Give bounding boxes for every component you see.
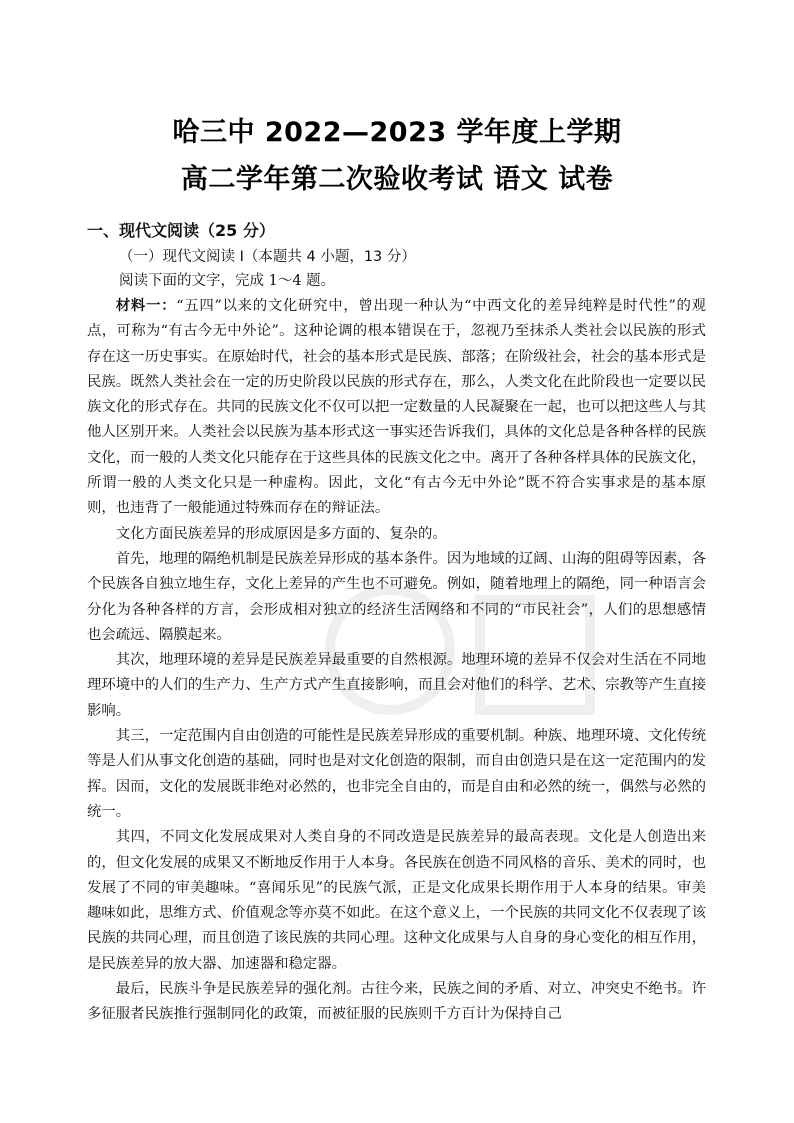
passage-paragraph-5: 其三，一定范围内自由创造的可能性是民族差异形成的重要机制。种族、地理环境、文化传统等是人们从事文化创造的基础，同时也是对文化创造的限制，而自由创造只是在这一定范围内的发挥。因而，文化的发展既非绝对必然的，也非完全自由的，而是自由和必然的统一，偶然与必然的统一。 <box>87 728 706 820</box>
passage-paragraph-3: 首先，地理的隔绝机制是民族差异形成的基本条件。因为地域的辽阔、山海的阻碍等因素，各个民族各自独立地生存，文化上差异的产生也不可避免。例如，随着地理上的隔绝，同一种语言会分化为各种各样的方言，会形成相对独立的经济生活网络和不同的“市民社会”，人们的思想感情也会疏远、隔膜起来。 <box>87 550 706 643</box>
exam-title-line2: 高二学年第二次验收考试 语文 试卷 <box>180 164 614 195</box>
reading-passage <box>87 293 706 1028</box>
exam-title-line1: 哈三中 2022—2023 学年度上学期 <box>172 117 622 148</box>
passage-paragraph-4: 其次，地理环境的差异是民族差异最重要的自然根源。地理环境的差异不仅会对生活在不同地理环境中的人们的生产力、生产方式产生直接影响，而且会对他们的科学、艺术、宗教等产生直接影响。 <box>87 652 706 719</box>
passage-paragraph-1-text: “五四”以来的文化研究中，曾出现一种认为“中西文化的差异纯粹是时代性”的观点，可称为“有古今无中外论”。这种论调的根本错误在于，忽视乃至抹杀人类社会以民族的形式存在这一历史事实。在原始时代，社会的基本形式是民族、部落；在阶级社会，社会的基本形式是民族。既然人类社会在一定的历史阶段以民族的形式存在，那么，人类文化在此阶段也一定要以民族文化的形式存在。共同的民族文化不仅可以把一定数量的人民凝聚在一起，也可以把这些人与其他人区别开来。人类社会以民族为基本形式这一事实还告诉我们，具体的文化总是各种各样的民族文化，而一般的人类文化只能存在于这些具体的民族文化之中。离开了各种各样具体的民族文化，所谓一般的人类文化只是一种虚构。因此，文化“有古今无中外论”既不符合实事求是的基本原则，也违背了一般能通过特殊而存在的辩证法。 <box>87 298 706 517</box>
section-heading: 一、现代文阅读（25 分） <box>87 221 275 240</box>
passage-paragraph-7: 最后，民族斗争是民族差异的强化剂。古往今来，民族之间的矛盾、对立、冲突史不绝书。许多征服者民族推行强制同化的政策，而被征服的民族则千方百计为保持自己 <box>87 981 706 1023</box>
passage-paragraph-6: 其四，不同文化发展成果对人类自身的不同改造是民族差异的最高表现。文化是人创造出来的，但文化发展的成果又不断地反作用于人本身。各民族在创造不同风格的音乐、美术的同时，也发展了不同的审美趣味。“喜闻乐见”的民族气派，正是文化成果长期作用于人本身的结果。审美趣味如此，思维方式、价值观念等亦莫不如此。在这个意义上，一个民族的共同文化不仅表现了该民族的共同心理，而且创造了该民族的共同心理。这种文化成果与人自身的身心变化的相互作用，是民族差异的放大器、加速器和稳定器。 <box>87 829 706 972</box>
passage-paragraph-2: 文化方面民族差异的形成原因是多方面的、复杂的。 <box>115 525 447 542</box>
sub-section-heading <box>119 245 416 266</box>
sub-section-heading-text: （一）现代文阅读 I（本题共 4 小题，13 分） <box>119 249 416 265</box>
material-label: 材料一： <box>115 297 177 314</box>
passage-paragraph-1 <box>87 293 706 522</box>
reading-instruction: 阅读下面的文字，完成 1～4 题。 <box>119 273 336 289</box>
